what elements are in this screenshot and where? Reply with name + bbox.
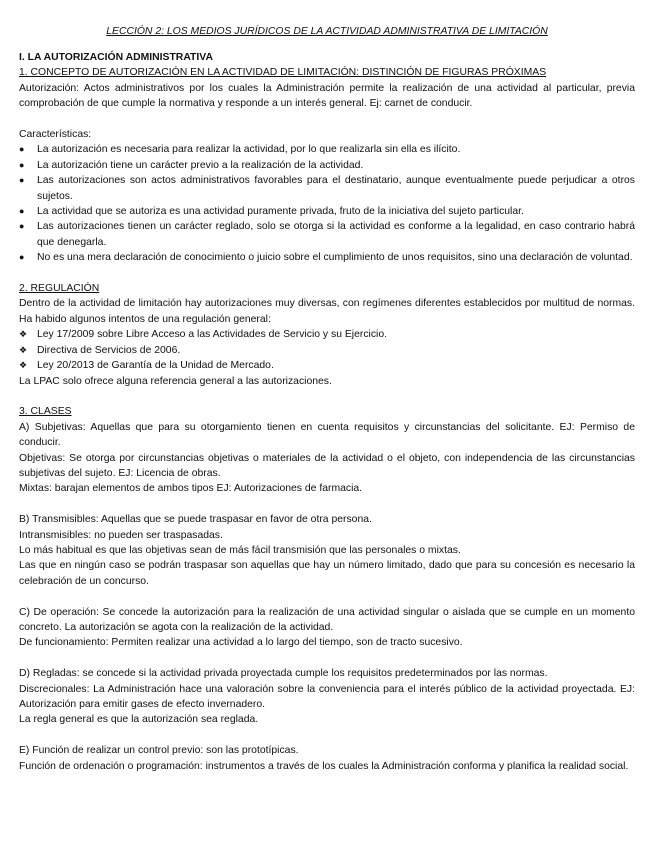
bullet-icon: ● — [19, 144, 25, 155]
regulation-closing: La LPAC solo ofrece alguna referencia general a las autorizaciones. — [19, 375, 332, 387]
list-item: ● Las autorizaciones tienen un carácter reglado, solo se otorga si la actividad es conforme a la legalidad, en caso contrario habrá que denegarla. — [19, 221, 635, 248]
class-paragraph: De funcionamiento: Permiten realizar una actividad a lo largo del tiempo, son de tracto sucesivo. — [19, 637, 463, 649]
section-2-heading: 2. REGULACIÓN — [19, 283, 100, 295]
list-item: ● La autorización tiene un carácter previo a la realización de la actividad. — [19, 158, 635, 173]
class-paragraph: Lo más habitual es que las objetivas sean de más fácil transmisión que las personales o mixtas. — [19, 544, 461, 556]
diamond-bullet-icon: ❖ — [19, 344, 28, 355]
section-1-heading: I. LA AUTORIZACIÓN ADMINISTRATIVA — [19, 52, 213, 63]
class-paragraph: Intransmisibles: no pueden ser traspasadas. — [19, 529, 223, 541]
list-item: ❖ Directiva de Servicios de 2006. — [19, 343, 635, 358]
class-paragraph: Las que en ningún caso se podrán traspasar son aquellas que hay un número limitado, dado que para su concesión es necesario la celebración de un concurso. — [19, 560, 635, 587]
bullet-icon: ● — [19, 252, 25, 263]
class-paragraph: Objetivas: Se otorga por circunstancias objetivas o materiales de la actividad o el objeto, con independencia de las circunstancias subjetivas del sujeto. EJ: Licencia de obras. — [19, 452, 635, 479]
section-3-heading: 3. CLASES — [19, 406, 72, 418]
class-paragraph: A) Subjetivas: Aquellas que para su otorgamiento tienen en cuenta requisitos y circunstancias del solicitante. EJ: Permiso de conducir. — [19, 421, 635, 449]
regulation-intro: Dentro de la actividad de limitación hay autorizaciones muy diversas, con regímenes diferentes establecidos por multitud de normas. Ha habido algunos intentos de una regulación general: — [19, 298, 635, 325]
bullet-icon: ● — [19, 175, 25, 186]
features-list — [19, 142, 635, 265]
class-paragraph: D) Regladas: se concede si la actividad privada proyectada cumple los requisitos predeterminados por las normas. — [19, 668, 548, 680]
features-label: Características: — [19, 129, 92, 141]
authorization-definition: Autorización: Actos administrativos por los cuales la Administración permite la realización de una actividad al particular, previa comprobación de que cumple la normativa y responde a un interés general. Ej: carnet de conducir. — [19, 82, 635, 110]
list-item: ● La actividad que se autoriza es una actividad puramente privada, fruto de la iniciativa del sujeto particular. — [19, 204, 635, 219]
class-paragraph: Función de ordenación o programación: instrumentos a través de los cuales la Administración conforma y planifica la realidad social. — [19, 760, 629, 772]
class-paragraph: Mixtas: barajan elementos de ambos tipos EJ: Autorizaciones de farmacia. — [19, 483, 363, 495]
class-paragraph: Discrecionales: La Administración hace una valoración sobre la conveniencia para el interés público de la actividad proyectada. EJ: Autorización para emitir gases de efecto invernadero. — [19, 683, 635, 710]
laws-list — [19, 327, 635, 373]
lesson-title: LECCIÓN 2: LOS MEDIOS JURÍDICOS DE LA ACTIVIDAD ADMINISTRATIVA DE LIMITACIÓN — [106, 26, 548, 37]
list-item: ● Las autorizaciones son actos administrativos favorables para el destinatario, aunque eventualmente puede perjudicar a otros sujetos. — [19, 175, 635, 202]
bullet-icon: ● — [19, 221, 25, 232]
list-item: ❖ Ley 20/2013 de Garantía de la Unidad de Mercado. — [19, 358, 635, 373]
bullet-icon: ● — [19, 159, 25, 170]
section-1-subheading: 1. CONCEPTO DE AUTORIZACIÓN EN LA ACTIVIDAD DE LIMITACIÓN: DISTINCIÓN DE FIGURAS PRÓXIMAS — [19, 67, 547, 79]
class-paragraph: B) Transmisibles: Aquellas que se puede traspasar en favor de otra persona. — [19, 514, 372, 526]
list-item: ● No es una mera declaración de conocimiento o juicio sobre el cumplimiento de unos requisitos, sino una declaración de voluntad. — [19, 250, 635, 265]
diamond-bullet-icon: ❖ — [19, 360, 28, 371]
class-paragraph: C) De operación: Se concede la autorización para la realización de una actividad singular o aislada que se cumple en un momento concreto. La autorización se agota con la realización de la actividad. — [19, 606, 635, 633]
list-item: ❖ Ley 17/2009 sobre Libre Acceso a las Actividades de Servicio y su Ejercicio. — [19, 327, 635, 342]
bullet-icon: ● — [19, 206, 25, 217]
class-paragraph: La regla general es que la autorización sea reglada. — [19, 714, 259, 726]
diamond-bullet-icon: ❖ — [19, 329, 28, 340]
list-item: ● La autorización es necesaria para realizar la actividad, por lo que realizarla sin ella es ilícito. — [19, 142, 635, 157]
class-paragraph: E) Función de realizar un control previo: son las prototípicas. — [19, 745, 299, 757]
